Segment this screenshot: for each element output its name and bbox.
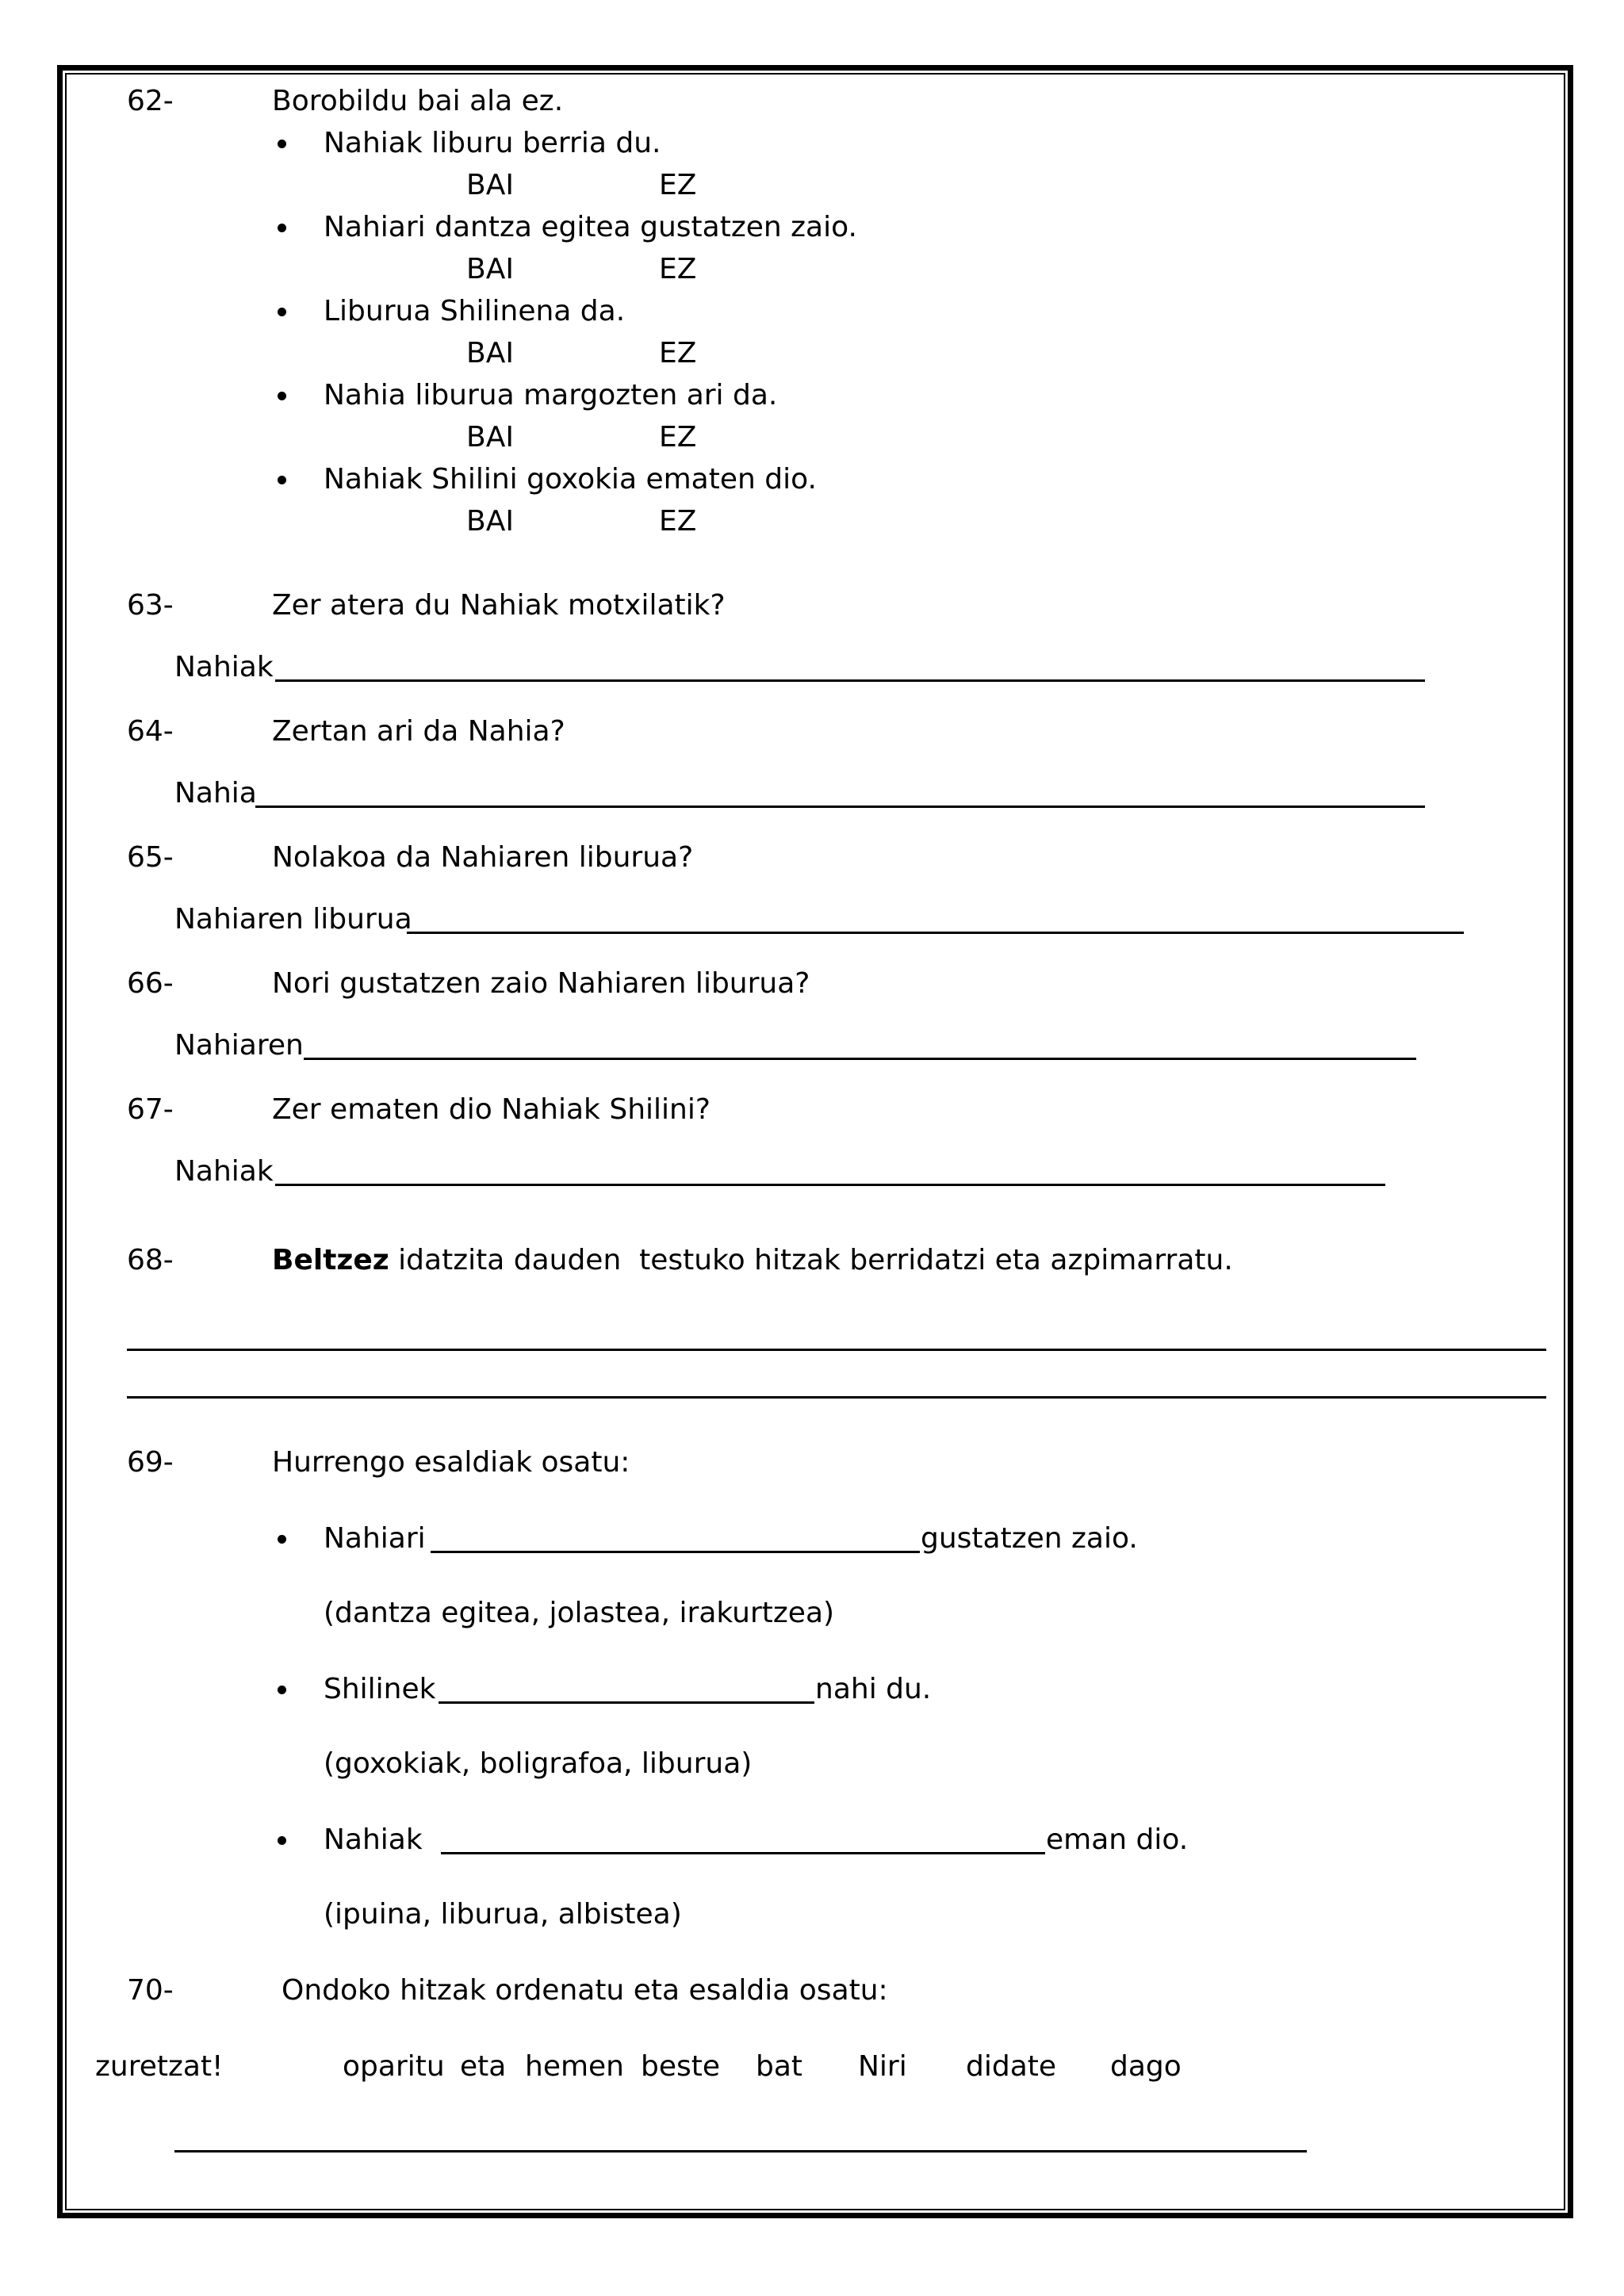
q70-word: zuretzat! [95, 2050, 224, 2083]
q63-answer-prefix: Nahiak [174, 651, 274, 683]
q64-number: 64- [127, 715, 174, 748]
q65-question: Nolakoa da Nahiaren liburua? [272, 841, 694, 874]
q70-answer-line[interactable] [174, 2150, 1307, 2152]
q63-answer-line[interactable] [275, 679, 1425, 682]
q69-item-3-before: Nahiak [324, 1823, 423, 1856]
q68-answer-line-1[interactable] [127, 1349, 1546, 1351]
q70-word: beste [641, 2050, 721, 2083]
q70-word: dago [1110, 2050, 1182, 2083]
bullet-icon [278, 392, 286, 400]
page-border-inner [65, 73, 1565, 2210]
bullet-icon [278, 476, 286, 484]
q70-word: bat [756, 2050, 803, 2083]
q66-number: 66- [127, 967, 174, 1000]
q63-question: Zer atera du Nahiak motxilatik? [272, 589, 726, 622]
q69-item-3-options: (ipuina, liburua, albistea) [324, 1898, 682, 1931]
q70-number: 70- [127, 1974, 174, 2007]
q62-statement-1: Nahiak liburu berria du. [324, 127, 661, 159]
q62-option-ez-2[interactable]: EZ [659, 253, 697, 285]
q62-statement-5: Nahiak Shilini goxokia ematen dio. [324, 463, 817, 496]
bullet-icon [278, 140, 286, 148]
q70-question: Ondoko hitzak ordenatu eta esaldia osatu: [282, 1974, 888, 2007]
q64-question: Zertan ari da Nahia? [272, 715, 565, 748]
q66-question: Nori gustatzen zaio Nahiaren liburua? [272, 967, 810, 1000]
q70-word: Niri [858, 2050, 907, 2083]
q68-question-rest: idatzita dauden testuko hitzak berridatzi eta azpimarratu. [389, 1244, 1233, 1276]
q69-item-2-options: (goxokiak, boligrafoa, liburua) [324, 1747, 753, 1780]
q68-bold-word: Beltzez [272, 1244, 389, 1276]
q70-word: oparitu [343, 2050, 445, 2083]
q62-statement-3: Liburua Shilinena da. [324, 295, 626, 327]
q70-word: eta [460, 2050, 507, 2083]
q68-question [272, 1243, 1233, 1278]
q69-number: 69- [127, 1446, 174, 1479]
q62-option-bai-3[interactable]: BAI [466, 337, 514, 369]
q64-answer-line[interactable] [255, 806, 1425, 808]
bullet-icon [278, 308, 286, 316]
q62-option-bai-5[interactable]: BAI [466, 505, 514, 538]
q70-word: hemen [525, 2050, 624, 2083]
q62-statement-4: Nahia liburua margozten ari da. [324, 379, 778, 411]
q67-answer-line[interactable] [275, 1184, 1385, 1186]
q69-item-2-before: Shilinek [324, 1673, 436, 1705]
q69-item-2-after: nahi du. [815, 1673, 932, 1705]
q69-item-3-after: eman dio. [1046, 1823, 1189, 1856]
q65-number: 65- [127, 841, 174, 874]
q68-answer-line-2[interactable] [127, 1396, 1546, 1399]
q69-item-1-after: gustatzen zaio. [921, 1522, 1138, 1555]
q69-item-3-blank[interactable] [441, 1852, 1045, 1854]
q70-word: didate [966, 2050, 1057, 2083]
q63-number: 63- [127, 589, 174, 622]
q69-question: Hurrengo esaldiak osatu: [272, 1446, 630, 1479]
q69-item-1-blank[interactable] [431, 1551, 920, 1553]
q62-option-bai-2[interactable]: BAI [466, 253, 514, 285]
q69-item-2-blank[interactable] [439, 1701, 814, 1704]
q62-option-ez-5[interactable]: EZ [659, 505, 697, 538]
q62-option-ez-3[interactable]: EZ [659, 337, 697, 369]
bullet-icon [278, 1836, 286, 1845]
q62-statement-2: Nahiari dantza egitea gustatzen zaio. [324, 211, 857, 243]
bullet-icon [278, 1535, 286, 1544]
q62-option-ez-4[interactable]: EZ [659, 421, 697, 453]
q62-question: Borobildu bai ala ez. [272, 85, 564, 117]
q69-item-1-before: Nahiari [324, 1522, 426, 1555]
q62-option-bai-1[interactable]: BAI [466, 169, 514, 201]
q67-answer-prefix: Nahiak [174, 1155, 274, 1188]
q67-question: Zer ematen dio Nahiak Shilini? [272, 1093, 710, 1126]
q65-answer-prefix: Nahiaren liburua [174, 903, 412, 936]
q66-answer-line[interactable] [304, 1058, 1416, 1060]
q68-number: 68- [127, 1244, 174, 1276]
bullet-icon [278, 224, 286, 232]
bullet-icon [278, 1686, 286, 1694]
q62-number: 62- [127, 85, 174, 117]
q62-option-bai-4[interactable]: BAI [466, 421, 514, 453]
q66-answer-prefix: Nahiaren [174, 1029, 304, 1062]
q62-option-ez-1[interactable]: EZ [659, 169, 697, 201]
q69-item-1-options: (dantza egitea, jolastea, irakurtzea) [324, 1597, 835, 1629]
q65-answer-line[interactable] [407, 932, 1464, 934]
q64-answer-prefix: Nahia [174, 777, 257, 809]
q67-number: 67- [127, 1093, 174, 1126]
